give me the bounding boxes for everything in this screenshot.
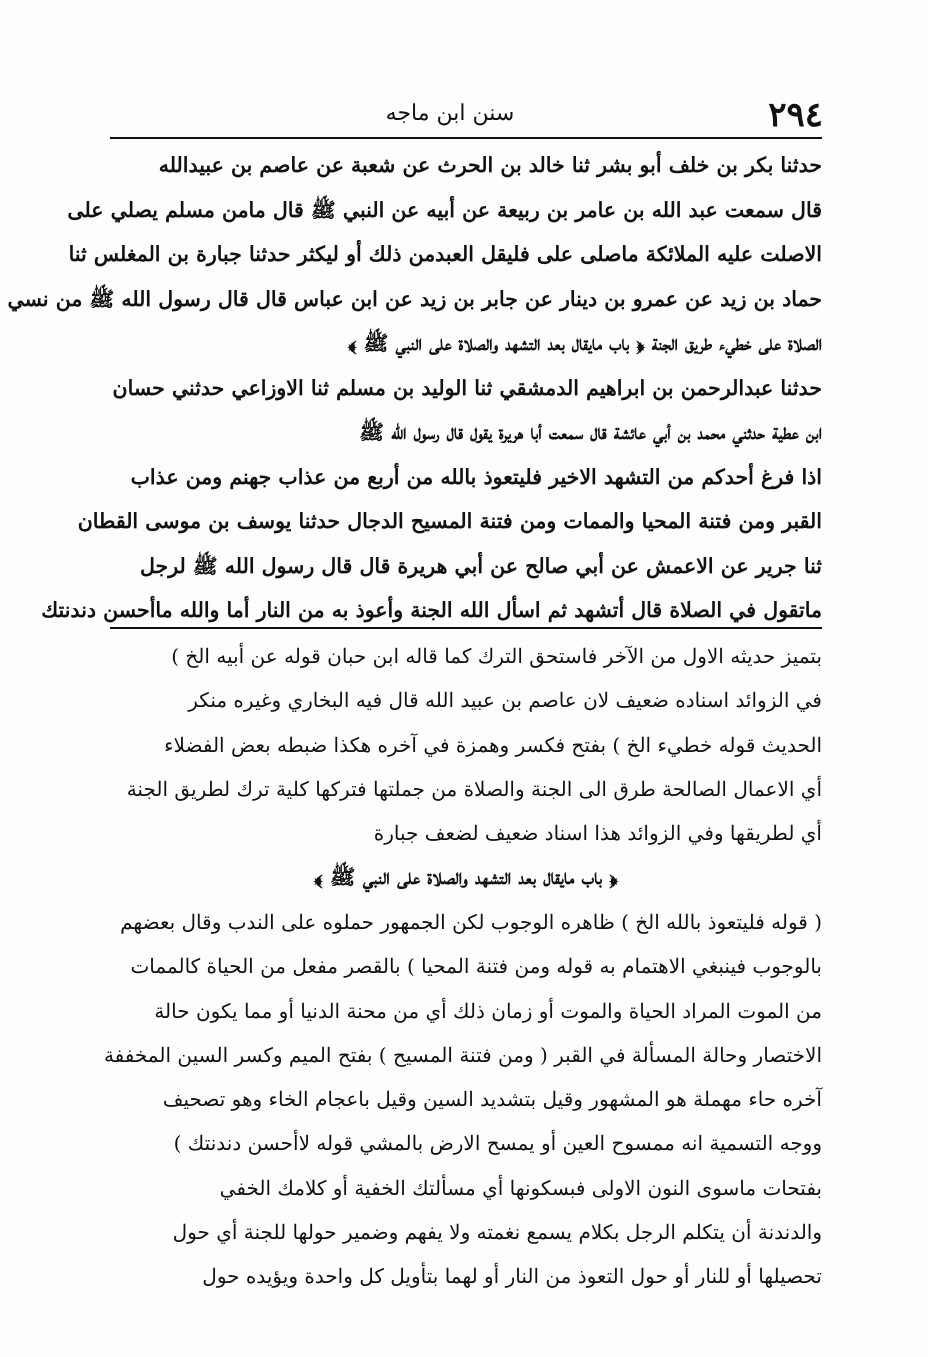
commentary-line: أي لطريقها وفي الزوائد هذا اسناد ضعيف لضعف جبارة: [373, 821, 822, 846]
commentary-line: بتميز حديثه الاول من الآخر فاستحق الترك كما قاله ابن حبان قوله عن أبيه الخ ): [171, 644, 822, 668]
text-line: حدثنا بكر بن خلف أبو بشر ثنا خالد بن الحرث عن شعبة عن عاصم بن عبيدالله: [158, 153, 822, 177]
commentary-line: ( قوله فليتعوذ بالله الخ ) ظاهره الوجوب لكن الجمهور حملوه على الندب وقال بعضهم: [120, 909, 822, 934]
chapter-heading: ﴿ باب مايقال بعد التشهد والصلاة على النبي ﷺ ﴾: [314, 864, 618, 890]
commentary-line: والدندنة أن يتكلم الرجل بكلام يسمع نغمته ولا يفهم وضمير حولها للجنة أي حول: [172, 1220, 822, 1245]
page-header: [110, 95, 823, 140]
commentary-line: في الزوائد اسناده ضعيف لان عاصم بن عبيد الله قال فيه البخاري وغيره منكر: [188, 688, 822, 713]
commentary-line: الحديث قوله خطيء الخ ) بفتح فكسر وهمزة في آخره هكذا ضبطه بعض الفضلاء: [164, 732, 822, 757]
text-line: الاصلت عليه الملائكة ماصلى على فليقل العبدمن ذلك أو ليكثر حدثنا جبارة بن المغلس ثنا: [68, 242, 822, 266]
hadith-text-block: [7, 143, 822, 633]
text-line: اذا فرغ أحدكم من التشهد الاخير فليتعوذ بالله من أربع من عذاب جهنم ومن عذاب: [130, 464, 822, 489]
commentary-line: من الموت المراد الحياة والموت أو زمان ذلك أي من محنة الدنيا أو مما يكون حالة: [154, 998, 822, 1023]
commentary-line: الاختصار وحالة المسألة في القبر ( ومن فتنة المسيح ) بفتح الميم وكسر السين المخففة: [103, 1042, 822, 1067]
commentary-line: بفتحات ماسوى النون الاولى فبسكونها أي مسألتك الخفية أو كلامك الخفي: [219, 1175, 822, 1200]
text-line: قال سمعت عبد الله بن عامر بن ربيعة عن أبيه عن النبي ﷺ قال مامن مسلم يصلي على: [67, 197, 822, 222]
text-line: حدثنا عبدالرحمن بن ابراهيم الدمشقي ثنا الوليد بن مسلم ثنا الاوزاعي حدثني حسان: [112, 375, 822, 400]
commentary-line: ووجه التسمية انه ممسوح العين أو يمسح الارض بالمشي قوله لاأحسن دندنتك ): [173, 1131, 822, 1156]
commentary-divider: [110, 627, 822, 629]
text-line: القبر ومن فتنة المحيا والممات ومن فتنة المسيح الدجال حدثنا يوسف بن موسى القطان: [77, 509, 822, 533]
text-line: ابن عطية حدثني محمد بن أبي عائشة قال سمعت أبا هريرة يقول قال رسول الله ﷺ: [359, 420, 822, 444]
text-line: ماتقول في الصلاة قال أتشهد ثم اسأل الله الجنة وأعوذ به من النار أما والله ماأحسن دندنتك: [41, 598, 822, 622]
commentary-line: تحصيلها أو للنار أو حول التعوذ من النار أو لهما بتأويل كل واحدة ويؤيده حول: [202, 1264, 822, 1289]
commentary-block: [103, 634, 822, 1299]
running-title: سنن ابن ماجه: [385, 101, 515, 126]
page-number: ٢٩٤: [768, 95, 823, 135]
commentary-line: آخره حاء مهملة هو المشهور وقيل بتشديد السين وقيل باعجام الخاء وهو تصحيف: [162, 1087, 822, 1112]
commentary-line: أي الاعمال الصالحة طرق الى الجنة والصلاة من جملتها فتركها كلية ترك لطريق الجنة: [126, 776, 822, 801]
commentary-line: بالوجوب فينبغي الاهتمام به قوله ومن فتنة المحيا ) بالقصر مفعل من الحياة كالممات: [130, 954, 822, 979]
text-line: حماد بن زيد عن عمرو بن دينار عن جابر بن زيد عن ابن عباس قال قال رسول الله ﷺ من نسي: [7, 286, 822, 311]
text-line: ثنا جرير عن الاعمش عن أبي صالح عن أبي هريرة قال قال رسول الله ﷺ لرجل: [140, 553, 822, 578]
header-rule: [110, 137, 822, 139]
text-line: الصلاة على خطيء طريق الجنة ﴿ باب مايقال بعد التشهد والصلاة على النبي ﷺ ﴾: [348, 331, 822, 355]
